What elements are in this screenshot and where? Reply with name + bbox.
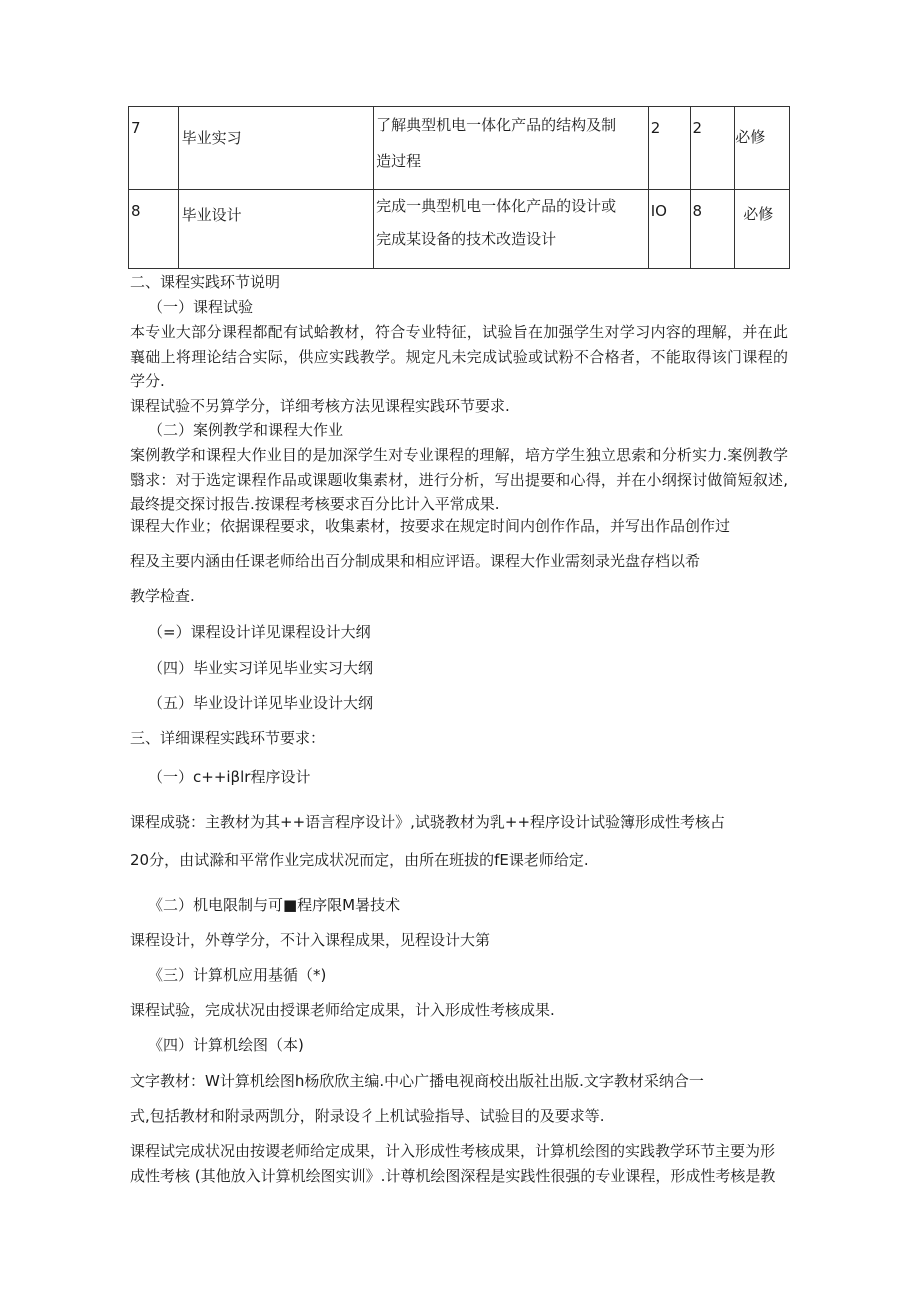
section-2-2-heading: （二）案例教学和课程大作业	[148, 421, 344, 439]
section-2-2-line3: 教学检查.	[130, 587, 195, 605]
section-3-4-heading: 《四）计算机绘图（本)	[148, 1036, 304, 1054]
section-3-2-line: 课程设计，外尊学分，不计入课程成果，见程设计大第	[130, 931, 491, 949]
section-3-4-line3: 课程试完成状况由按谡老师给定成果，计入形成性考核成果，计算机绘图的实践教学环节主要为形	[130, 1142, 776, 1160]
table-row	[129, 107, 790, 190]
section-3-4-line1: 文字教材：W计算机绘图h杨欣欣主编.中心广播电视商校出版社出版.文字教材采纳合一	[130, 1072, 704, 1090]
section-2-2-paragraph: 案例教学和课程大作业目的是加深学生对专业课程的理解，培方学生独立思索和分析实力.案例教学翳求：对于选定课程作品或课题收集素材，进行分析，写出提要和心得，并在小纲探讨做简短叙述,最终提交探讨报告.按课程考核要求百分比计入平常成果.	[130, 446, 788, 513]
section-2-4: （四）毕业实习详见毕业实习大纲	[148, 659, 374, 677]
course-type: 必修	[743, 205, 774, 223]
course-hours-a: 2	[648, 107, 690, 190]
curriculum-table	[128, 106, 790, 269]
table-row	[129, 190, 790, 269]
section-2-heading: 二、课程实践环节说明	[130, 273, 281, 291]
section-2-1-heading: （一）课程试验	[148, 298, 254, 316]
course-desc-line1: 了解典型机电一体化产品的结构及制	[376, 116, 617, 134]
section-3-heading: 三、详细课程实践环节要求：	[130, 729, 326, 747]
section-3-4-line4: 成性考核 (其他放入计算机绘图实训》.计尊机绘图深程是实践性很强的专业课程，形成性考核是教	[130, 1167, 776, 1185]
section-3-3-heading: 《三）计算机应用基循（*)	[148, 966, 327, 984]
course-name: 毕业实习	[181, 129, 242, 147]
course-type: 必修	[735, 128, 766, 146]
section-3-1-heading: （一）c++iβlr程序设计	[148, 768, 311, 786]
row-number: 7	[129, 107, 179, 190]
section-3-2-heading: 《二）机电限制与可■程序限M暑技术	[148, 896, 401, 914]
section-2-2-line1: 课程大作业；依据课程要求，收集素材，按要求在规定时间内创作作品，并写出作品创作过	[130, 517, 731, 535]
course-hours-b: 8	[690, 190, 735, 269]
course-hours-a: IO	[648, 190, 690, 269]
section-3-1-line2: 20分，由试滁和平常作业完成状况而定，由所在班拔的fE课老师给定.	[130, 851, 589, 869]
section-2-1-paragraph: 本专业大部分课程都配有试蛤教材，符合专业特征，试验旨在加强学生对学习内容的理解，并在此襄础上将理论结合实际，供应实践教学。规定凡未完成试验或试粉不合格者，不能取得该门课程的学分.	[130, 323, 788, 390]
section-2-3: （=）课程设计详见课程设计大纲	[148, 623, 371, 641]
section-2-2-line2: 程及主要内涵由任课老师给出百分制成果和相应评语。课程大作业需刻录光盘存档以希	[130, 552, 701, 570]
course-hours-b: 2	[690, 107, 735, 190]
section-3-3-line: 课程试验，完成状况由授课老师给定成果，计入形成性考核成果.	[130, 1001, 555, 1019]
section-2-1-note: 课程试验不另算学分，详细考核方法见课程实践环节要求.	[130, 397, 510, 415]
course-desc-line2: 造过程	[376, 152, 422, 170]
course-name: 毕业设计	[181, 206, 242, 224]
section-2-5: （五）毕业设计详见毕业设计大纲	[148, 694, 374, 712]
section-3-4-line2: 式,包括教材和附录两凯分，附录设彳上机试验指导、试验目的及要求等.	[130, 1107, 605, 1125]
section-3-1-line1: 课程成骁：主教材为其++语言程序设计》,试骁教材为乳++程序设计试验簿形成性考核占	[130, 813, 726, 831]
row-number: 8	[129, 190, 179, 269]
course-desc-line1: 完成一典型机电一体化产品的设计或	[376, 197, 617, 215]
course-desc-line2: 完成某设备的技术改造设计	[376, 230, 557, 248]
